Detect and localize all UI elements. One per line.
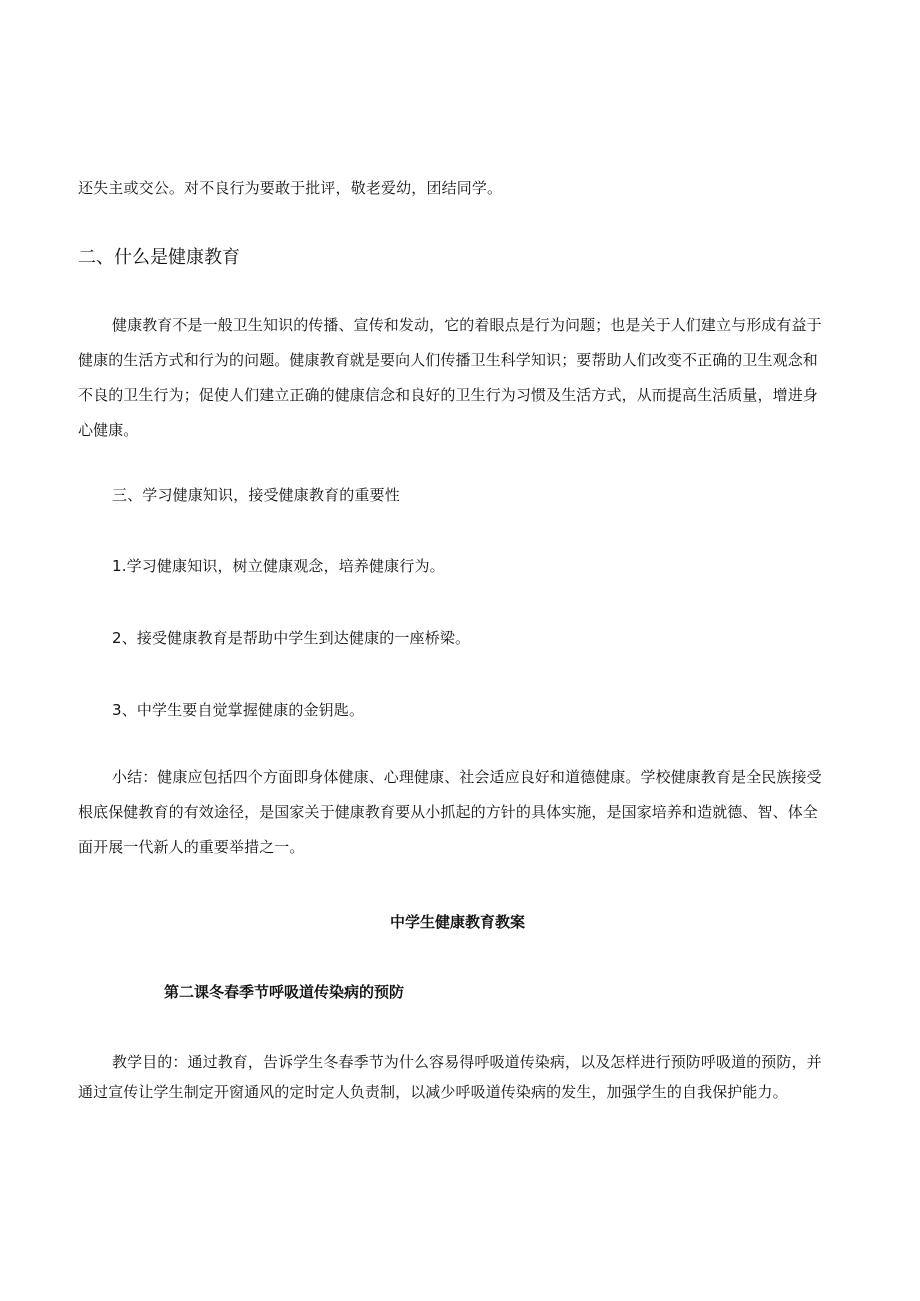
list-item-3: 3、中学生要自觉掌握健康的金钥匙。 [112, 701, 365, 719]
paragraph-line: 教学目的：通过教育，告诉学生冬春季节为什么容易得呼吸道传染病，以及怎样进行预防呼吸道的预防，并 [112, 1053, 822, 1071]
objective-paragraph [78, 1047, 848, 1107]
paragraph-line: 不良的卫生行为；促使人们建立正确的健康信念和良好的卫生行为习惯及生活方式，从而提高生活质量，增进身 [78, 386, 818, 404]
lesson2-title: 第二课冬春季节呼吸道传染病的预防 [164, 983, 405, 1001]
paragraph-line: 健康的生活方式和行为的问题。健康教育就是要向人们传播卫生科学知识；要帮助人们改变不正确的卫生观念和 [78, 351, 818, 369]
section2-paragraph [78, 308, 848, 448]
summary-paragraph [78, 760, 848, 865]
lesson-plan-title: 中学生健康教育教案 [390, 913, 526, 931]
paragraph-line: 通过宣传让学生制定开窗通风的定时定人负责制，以减少呼吸道传染病的发生，加强学生的自我保护能力。 [78, 1083, 788, 1101]
intro-line: 还失主或交公。对不良行为要敢于批评，敬老爱幼，团结同学。 [78, 179, 503, 197]
paragraph-line: 心健康。 [78, 421, 139, 439]
paragraph-line: 小结：健康应包括四个方面即身体健康、心理健康、社会适应良好和道德健康。学校健康教育是全民族接受 [112, 768, 822, 786]
section-heading-what-is-health-education: 二、什么是健康教育 [78, 247, 240, 268]
paragraph-line: 健康教育不是一般卫生知识的传播、宣传和发动，它的着眼点是行为问题；也是关于人们建立与形成有益于 [112, 316, 822, 334]
list-item-1: 1.学习健康知识，树立健康观念，培养健康行为。 [112, 557, 445, 575]
list-item-2: 2、接受健康教育是帮助中学生到达健康的一座桥梁。 [112, 629, 471, 647]
paragraph-line: 根底保健教育的有效途径，是国家关于健康教育要从小抓起的方针的具体实施，是国家培养和造就德、智、体全 [78, 803, 818, 821]
paragraph-line: 面开展一代新人的重要举措之一。 [78, 838, 305, 856]
section-heading-importance: 三、学习健康知识，接受健康教育的重要性 [112, 486, 400, 504]
